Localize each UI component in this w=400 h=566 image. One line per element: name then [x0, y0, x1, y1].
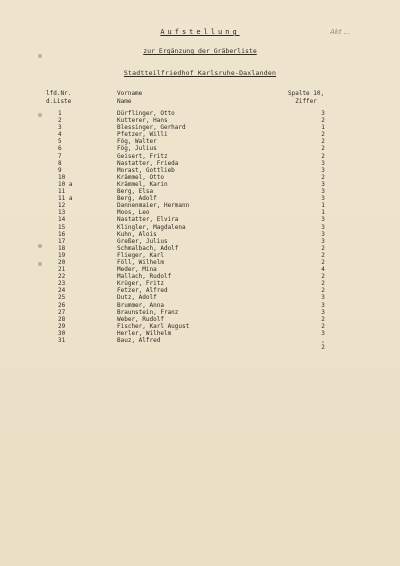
list-item-name: Fischer, Karl August: [117, 322, 190, 330]
list-item: [0, 110, 400, 117]
list-item-name: Meder, Mina: [117, 266, 157, 274]
list-item-spalte: 2: [321, 315, 325, 323]
list-item-number: 11 a: [58, 195, 73, 203]
list-item-number: 26: [58, 301, 66, 309]
list-item-number: 24: [58, 287, 66, 295]
list-item-spalte: 2: [321, 173, 325, 181]
list-item-number: 23: [58, 280, 66, 288]
list-item-name: Bauz, Alfred: [117, 337, 161, 344]
list-item-name: Braunstein, Franz: [117, 308, 179, 316]
list-item-name: Krüger, Fritz: [117, 280, 164, 288]
list-item-number: 31: [58, 337, 66, 344]
list-item-name: Flieger, Karl: [117, 251, 164, 259]
list-item: [0, 294, 400, 301]
list-item-spalte: 3: [321, 230, 325, 238]
list-item: [0, 145, 400, 152]
list-item-spalte: 2: [321, 287, 325, 295]
list-item-name: Kutterer, Hans: [117, 117, 168, 125]
list-item-name: Berg, Adolf: [117, 195, 157, 203]
pencil-annotation: Akt ...: [330, 28, 351, 36]
list-item: [0, 202, 400, 209]
list-item-name: Weber, Rudolf: [117, 315, 164, 323]
list-item-number: 22: [58, 273, 66, 281]
list-item-spalte: 3: [321, 159, 325, 167]
list-item-spalte: 2: [321, 131, 325, 139]
list-item-spalte: 3: [321, 223, 325, 231]
list-item-spalte: 2: [321, 244, 325, 252]
list-item-spalte: 3: [321, 195, 325, 203]
list-item-name: Dürflinger, Otto: [117, 110, 175, 117]
grave-list: [0, 110, 400, 351]
list-item-name: Mallach, Rudolf: [117, 273, 172, 281]
column-header-nr: lfd.Nr. d.Liste: [46, 90, 72, 105]
list-item-number: 1: [58, 110, 62, 117]
document-title: Aufstellung: [160, 28, 240, 36]
list-item: [0, 259, 400, 266]
list-item-name: Geisert, Fritz: [117, 152, 168, 160]
list-item: [0, 174, 400, 181]
list-item-name: Morast, Gottlieb: [117, 166, 175, 174]
list-item-number: 3: [58, 124, 62, 132]
list-item-number: 11: [58, 188, 66, 196]
list-item-spalte: 2: [321, 258, 325, 266]
list-item: [0, 323, 400, 330]
list-item: [0, 209, 400, 216]
list-item-number: 21: [58, 266, 66, 274]
list-item-spalte: 3: [321, 308, 325, 316]
list-item-number: 7: [58, 152, 62, 160]
list-item-spalte: 3: [321, 301, 325, 309]
list-item-number: 12: [58, 202, 66, 210]
list-item: [0, 224, 400, 231]
list-item-spalte: 1: [321, 209, 325, 217]
list-item-name: Krämmel, Karin: [117, 180, 168, 188]
list-item-spalte: 3: [321, 237, 325, 245]
column-header-spalte: Spalte 10, Ziffer: [288, 90, 325, 105]
list-item-number: 15: [58, 223, 66, 231]
list-item: [0, 266, 400, 273]
list-item: [0, 231, 400, 238]
list-item-name: Krämmel, Otto: [117, 173, 164, 181]
list-item: [0, 195, 400, 202]
list-item: [0, 238, 400, 245]
list-item-number: 25: [58, 294, 66, 302]
list-item: [0, 316, 400, 323]
list-item-number: 27: [58, 308, 66, 316]
list-item-spalte: 2: [321, 145, 325, 153]
list-item-number: 14: [58, 216, 66, 224]
column-header-name: Vorname Name: [117, 90, 143, 105]
list-item: [0, 302, 400, 309]
list-item-spalte: 2: [321, 273, 325, 281]
list-item-number: 30: [58, 329, 66, 337]
list-item-spalte: , 2: [321, 337, 325, 351]
list-item-number: 28: [58, 315, 66, 323]
list-item-spalte: 2: [321, 117, 325, 125]
list-item-number: 9: [58, 166, 62, 174]
list-item-number: 17: [58, 237, 66, 245]
list-item: [0, 160, 400, 167]
list-item: [0, 153, 400, 160]
list-item-number: 20: [58, 258, 66, 266]
list-item: [0, 245, 400, 252]
list-item-name: Pfetzer, Willi: [117, 131, 168, 139]
list-item: [0, 188, 400, 195]
list-item: [0, 216, 400, 223]
list-item: [0, 273, 400, 280]
cemetery-name: Stadtteilfriedhof Karlsruhe-Daxlanden: [123, 69, 277, 77]
list-item-number: 19: [58, 251, 66, 259]
list-item: [0, 117, 400, 124]
list-item-spalte: 1: [321, 124, 325, 132]
list-item: [0, 252, 400, 259]
list-item-spalte: 3: [321, 166, 325, 174]
list-item: [0, 138, 400, 145]
list-item-number: 10 a: [58, 180, 73, 188]
list-item-name: Herler, Wilhelm: [117, 329, 172, 337]
list-item: [0, 181, 400, 188]
list-item-name: Moos, Leo: [117, 209, 150, 217]
list-item: [0, 330, 400, 337]
list-item-spalte: 3: [321, 294, 325, 302]
document-subtitle: zur Ergänzung der Gräberliste: [143, 47, 257, 55]
list-item-name: Kuhn, Alois: [117, 230, 157, 238]
list-item-number: 29: [58, 322, 66, 330]
list-item-name: Nastatter, Elvira: [117, 216, 179, 224]
list-item-name: Fög, Julius: [117, 145, 157, 153]
list-item: [0, 309, 400, 316]
list-item-number: 2: [58, 117, 62, 125]
list-item-number: 18: [58, 244, 66, 252]
list-item-name: Fetzer, Alfred: [117, 287, 168, 295]
list-item-number: 5: [58, 138, 62, 146]
list-item-spalte: 3: [321, 216, 325, 224]
list-item-spalte: 2: [321, 251, 325, 259]
list-item: [0, 131, 400, 138]
list-item-name: Brummer, Anna: [117, 301, 164, 309]
list-item: [0, 337, 400, 351]
list-item-spalte: 3: [321, 188, 325, 196]
list-item-name: Klingler, Magdalena: [117, 223, 186, 231]
list-item-name: Berg, Elsa: [117, 188, 154, 196]
list-item-name: Blessinger, Gerhard: [117, 124, 186, 132]
list-item-name: Greßer, Julius: [117, 237, 168, 245]
list-item-name: Nastatter, Frieda: [117, 159, 179, 167]
list-item-number: 6: [58, 145, 62, 153]
list-item-number: 4: [58, 131, 62, 139]
list-item-spalte: 3: [321, 180, 325, 188]
list-item-spalte: 2: [321, 322, 325, 330]
list-item-number: 16: [58, 230, 66, 238]
list-item-number: 8: [58, 159, 62, 167]
list-item-name: Dannenmaier, Hermann: [117, 202, 190, 210]
list-item-number: 10: [58, 173, 66, 181]
list-item: [0, 287, 400, 294]
list-item-spalte: 3: [321, 329, 325, 337]
list-item: [0, 167, 400, 174]
list-item-name: Schmalbach, Adolf: [117, 244, 179, 252]
list-item-spalte: 2: [321, 152, 325, 160]
list-item-spalte: 4: [321, 266, 325, 274]
list-item-spalte: 3: [321, 110, 325, 117]
list-item-number: 13: [58, 209, 66, 217]
list-item-name: Fög, Walter: [117, 138, 157, 146]
list-item: [0, 280, 400, 287]
list-item: [0, 124, 400, 131]
list-item-name: Dutz, Adolf: [117, 294, 157, 302]
list-item-spalte: 2: [321, 138, 325, 146]
list-item-spalte: 2: [321, 280, 325, 288]
list-item-spalte: 1: [321, 202, 325, 210]
list-item-name: Föll, Wilhelm: [117, 258, 164, 266]
